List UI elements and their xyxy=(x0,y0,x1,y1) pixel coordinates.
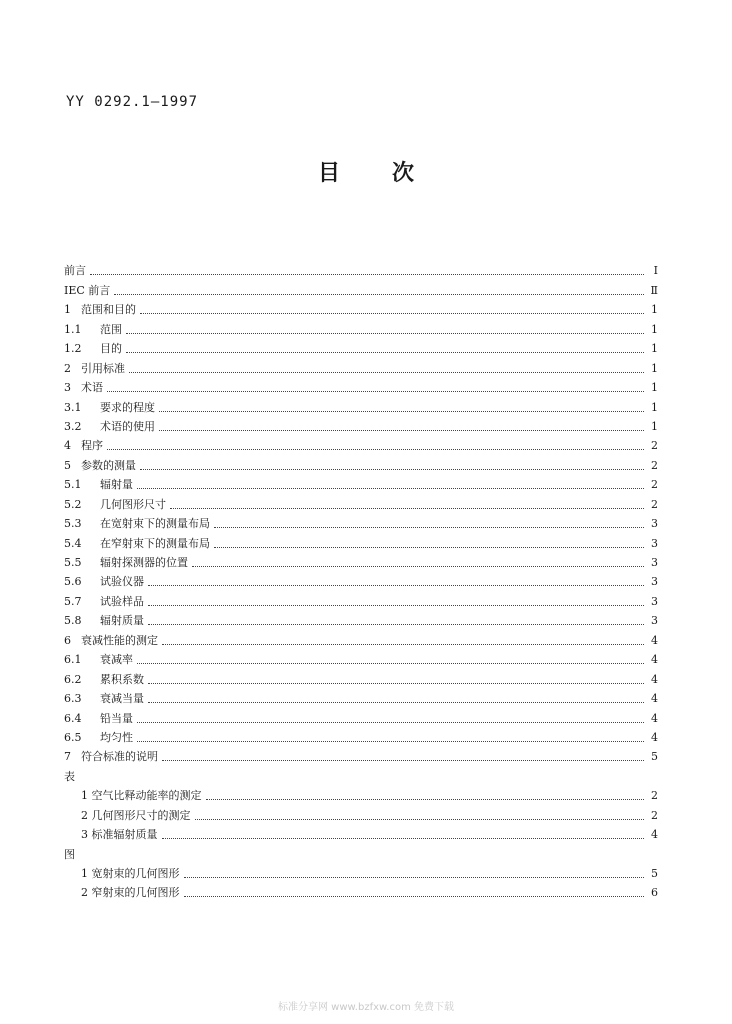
dot-leader xyxy=(148,591,644,606)
dot-leader xyxy=(195,805,645,820)
toc-entry-number: 2 xyxy=(64,361,71,375)
toc-entry[interactable] xyxy=(64,726,658,745)
toc-entry-title: 几何图形尺寸 xyxy=(100,497,166,511)
dot-leader xyxy=(162,824,645,839)
toc-entry-page: 4 xyxy=(651,692,658,706)
toc-entry-number: 5.8 xyxy=(64,614,82,628)
toc-entry-number: 6 xyxy=(64,633,71,647)
toc-entry[interactable] xyxy=(64,881,658,900)
toc-entry-title: 2 窄射束的几何图形 xyxy=(81,886,180,900)
toc-entry[interactable] xyxy=(64,862,658,881)
toc-entry-number: 5.5 xyxy=(64,556,82,569)
dot-leader xyxy=(126,319,644,334)
toc-entry[interactable] xyxy=(64,823,658,842)
dot-leader xyxy=(159,397,644,412)
toc-entry-title: 引用标准 xyxy=(81,361,125,375)
toc-entry[interactable] xyxy=(64,415,658,434)
toc-entry-title: 表 xyxy=(64,769,75,783)
toc-entry-page: 4 xyxy=(651,653,658,667)
toc-entry-title: 3 标准辐射质量 xyxy=(81,828,158,842)
toc-entry[interactable] xyxy=(64,376,658,395)
toc-entry-number: 6.5 xyxy=(64,730,82,744)
toc-entry-number: 3.2 xyxy=(64,419,82,433)
toc-entry-number: 6.4 xyxy=(64,711,82,725)
toc-entry[interactable] xyxy=(64,531,658,550)
toc-entry-page: 1 xyxy=(651,322,658,336)
dot-leader xyxy=(206,785,645,800)
toc-entry-number: 3.1 xyxy=(64,400,82,414)
toc-entry[interactable] xyxy=(64,473,658,492)
toc-entry-number: 5.7 xyxy=(64,594,82,608)
toc-entry-title: 累积系数 xyxy=(100,672,144,686)
toc-entry-page: 3 xyxy=(651,575,658,589)
toc-entry-number: 1.2 xyxy=(64,342,82,356)
toc-entry-number: 4 xyxy=(64,439,71,453)
toc-entry[interactable] xyxy=(64,609,658,628)
watermark: 标准分享网 www.bzfxw.com 免费下载 xyxy=(278,1002,454,1013)
toc-entry-title: 范围 xyxy=(100,322,122,336)
toc-entry[interactable] xyxy=(64,317,658,336)
toc-entry-title: 术语的使用 xyxy=(100,419,155,433)
toc-entry-title: 符合标准的说明 xyxy=(81,750,158,764)
dot-leader xyxy=(107,377,644,392)
table-of-contents xyxy=(64,259,658,900)
toc-entry-title: 程序 xyxy=(81,439,103,453)
toc-entry[interactable] xyxy=(64,687,658,706)
dot-leader xyxy=(170,494,644,509)
toc-entry-page: 3 xyxy=(651,556,658,569)
dot-leader xyxy=(148,571,644,586)
toc-entry-number: 5.6 xyxy=(64,575,82,589)
dot-leader xyxy=(162,746,644,761)
toc-entry-title: 前言 xyxy=(64,264,86,278)
toc-entry-page: Ⅰ xyxy=(653,264,658,278)
toc-entry[interactable] xyxy=(64,453,658,472)
toc-entry-page: 2 xyxy=(651,808,658,822)
toc-entry-page: 4 xyxy=(651,672,658,686)
toc-entry-page: 3 xyxy=(651,517,658,531)
toc-entry-page: Ⅱ xyxy=(650,283,658,297)
toc-entry-page: 6 xyxy=(651,886,658,900)
toc-section-heading xyxy=(64,764,658,783)
toc-entry-number: 1.1 xyxy=(64,322,82,336)
dot-leader xyxy=(159,416,644,431)
toc-entry-number: 5.2 xyxy=(64,497,82,511)
toc-entry-page: 1 xyxy=(651,419,658,433)
toc-entry[interactable] xyxy=(64,551,658,570)
dot-leader xyxy=(192,552,644,567)
toc-entry-number: 6.2 xyxy=(64,672,82,686)
toc-entry-title: IEC 前言 xyxy=(64,283,111,297)
toc-entry-number: 6.3 xyxy=(64,692,82,706)
dot-leader xyxy=(184,863,645,878)
toc-entry[interactable] xyxy=(64,278,658,297)
dot-leader xyxy=(214,533,644,548)
toc-entry-page: 1 xyxy=(651,361,658,375)
toc-entry-title: 辐射探测器的位置 xyxy=(100,556,188,569)
toc-entry[interactable] xyxy=(64,356,658,375)
toc-entry-title: 2 几何图形尺寸的测定 xyxy=(81,808,191,822)
title-char-1: 目 xyxy=(317,161,340,186)
dot-leader xyxy=(214,513,644,528)
toc-entry[interactable] xyxy=(64,784,658,803)
toc-entry-title: 衰减率 xyxy=(100,653,133,667)
toc-entry-number: 5 xyxy=(64,458,71,472)
toc-entry-title: 参数的测量 xyxy=(81,458,136,472)
toc-entry-page: 2 xyxy=(651,497,658,511)
toc-entry-number: 5.3 xyxy=(64,517,82,531)
standard-code: YY 0292.1—1997 xyxy=(66,94,199,110)
toc-entry-title: 衰减性能的测定 xyxy=(81,633,158,647)
dot-leader xyxy=(140,299,644,314)
toc-entry-page: 4 xyxy=(651,730,658,744)
dot-leader xyxy=(126,338,644,353)
toc-entry-title: 1 宽射束的几何图形 xyxy=(81,867,180,880)
toc-entry-page: 1 xyxy=(651,381,658,395)
toc-entry[interactable] xyxy=(64,803,658,822)
dot-leader xyxy=(148,610,644,625)
dot-leader xyxy=(148,688,644,703)
toc-entry-title: 在宽射束下的测量布局 xyxy=(100,517,210,531)
toc-entry-number: 5.1 xyxy=(64,478,82,492)
toc-entry[interactable] xyxy=(64,512,658,531)
dot-leader xyxy=(129,358,644,373)
toc-entry-title: 试验样品 xyxy=(100,594,144,608)
toc-entry[interactable] xyxy=(64,395,658,414)
dot-leader xyxy=(137,649,644,664)
title-char-2: 次 xyxy=(392,161,415,186)
toc-entry-page: 2 xyxy=(651,789,658,803)
toc-entry[interactable] xyxy=(64,667,658,686)
toc-entry[interactable] xyxy=(64,492,658,511)
toc-entry[interactable] xyxy=(64,337,658,356)
toc-entry-page: 1 xyxy=(651,400,658,414)
toc-entry[interactable] xyxy=(64,706,658,725)
toc-entry[interactable] xyxy=(64,434,658,453)
toc-entry-page: 5 xyxy=(651,750,658,764)
toc-entry-page: 1 xyxy=(651,342,658,356)
page-title xyxy=(0,156,732,187)
toc-entry-number: 3 xyxy=(64,381,71,395)
toc-entry-title: 在窄射束下的测量布局 xyxy=(100,536,210,550)
toc-entry[interactable] xyxy=(64,259,658,278)
toc-entry-page: 2 xyxy=(651,478,658,492)
toc-entry-page: 4 xyxy=(651,828,658,842)
toc-entry-title: 目的 xyxy=(100,342,122,356)
toc-entry-title: 术语 xyxy=(81,381,103,395)
toc-entry-number: 1 xyxy=(64,303,71,317)
toc-entry-title: 衰减当量 xyxy=(100,692,144,706)
toc-entry-number: 5.4 xyxy=(64,536,82,550)
dot-leader xyxy=(90,260,644,275)
toc-entry-title: 辐射量 xyxy=(100,478,133,492)
dot-leader xyxy=(137,474,644,489)
toc-entry-title: 均匀性 xyxy=(100,730,133,744)
toc-entry-page: 4 xyxy=(651,633,658,647)
dot-leader xyxy=(114,280,644,295)
dot-leader xyxy=(140,455,644,470)
toc-section-heading xyxy=(64,842,658,861)
toc-entry-title: 图 xyxy=(64,847,75,861)
toc-entry-title: 试验仪器 xyxy=(100,575,144,589)
toc-entry[interactable] xyxy=(64,298,658,317)
toc-entry-page: 2 xyxy=(651,439,658,453)
toc-entry[interactable] xyxy=(64,628,658,647)
toc-entry-title: 铅当量 xyxy=(100,711,133,725)
toc-entry-number: 7 xyxy=(64,750,71,764)
toc-entry-page: 1 xyxy=(651,303,658,317)
dot-leader xyxy=(184,882,645,897)
dot-leader xyxy=(137,708,644,723)
toc-entry-title: 要求的程度 xyxy=(100,400,155,414)
toc-entry-title: 1 空气比释动能率的测定 xyxy=(81,789,202,803)
toc-entry[interactable] xyxy=(64,745,658,764)
toc-entry-page: 5 xyxy=(651,867,658,880)
toc-entry-title: 辐射质量 xyxy=(100,614,144,628)
toc-entry-page: 3 xyxy=(651,594,658,608)
toc-entry-page: 2 xyxy=(651,458,658,472)
toc-entry-page: 4 xyxy=(651,711,658,725)
toc-entry-page: 3 xyxy=(651,614,658,628)
dot-leader xyxy=(137,727,644,742)
dot-leader xyxy=(148,669,644,684)
toc-entry[interactable] xyxy=(64,570,658,589)
toc-entry-page: 3 xyxy=(651,536,658,550)
toc-entry[interactable] xyxy=(64,589,658,608)
toc-entry-title: 范围和目的 xyxy=(81,303,136,317)
toc-entry[interactable] xyxy=(64,648,658,667)
dot-leader xyxy=(107,435,644,450)
dot-leader xyxy=(162,630,644,645)
toc-entry-number: 6.1 xyxy=(64,653,82,667)
